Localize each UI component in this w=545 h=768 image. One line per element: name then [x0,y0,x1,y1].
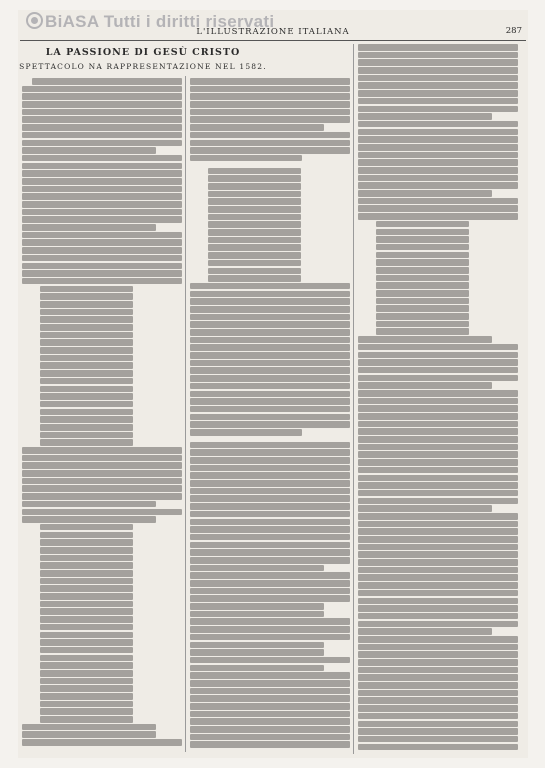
text-line [358,459,518,466]
text-line [358,182,518,189]
text-line [190,421,350,428]
text-line [190,519,350,526]
text-line [40,647,133,654]
text-line [358,98,518,105]
text-line [358,551,518,558]
text-line [208,244,301,251]
text-line [376,313,469,320]
text-line [358,52,518,59]
text-line [190,526,350,533]
running-head: L'ILLUSTRAZIONE ITALIANA [196,27,350,37]
text-line [22,724,156,731]
text-line [40,286,133,293]
text-line [190,414,350,421]
text-line [190,549,350,556]
text-line [190,542,350,549]
text-line [376,328,469,335]
text-line [40,409,133,416]
text-line [190,124,324,131]
text-line [40,362,133,369]
text-line [190,688,350,695]
text-line [358,159,518,166]
text-line [22,447,182,454]
text-line [190,337,350,344]
text-line [22,462,182,469]
text-line [190,611,324,618]
text-line [22,501,156,508]
text-line [190,86,350,93]
text-line [190,298,350,305]
text-line [190,565,324,572]
text-line [40,316,133,323]
text-line [40,401,133,408]
text-line [358,367,518,374]
text-line [358,205,518,212]
watermark-text: BiASA Tutti i diritti riservati [45,12,275,31]
text-line [190,383,350,390]
text-line [358,644,518,651]
text-line [40,355,133,362]
text-line [376,229,469,236]
text-line [190,429,302,436]
text-line [40,678,133,685]
text-line [40,339,133,346]
text-line [358,121,518,128]
text-line [40,716,133,723]
text-line [358,498,518,505]
text-line [40,301,133,308]
text-line [22,101,182,108]
text-line [358,621,518,628]
text-line [358,697,518,704]
text-line [22,224,156,231]
text-line [40,539,133,546]
text-line [190,734,350,741]
text-line [190,78,350,85]
text-line [22,731,156,738]
text-line [40,632,133,639]
text-line [358,44,518,51]
text-line [40,324,133,331]
text-line [358,90,518,97]
text-line [40,439,133,446]
text-line [208,221,301,228]
text-line [358,405,518,412]
text-line [376,221,469,228]
text-line [376,321,469,328]
text-line [358,521,518,528]
text-line [190,472,350,479]
text-line [190,352,350,359]
text-line [22,193,182,200]
text-line [40,347,133,354]
text-line [376,259,469,266]
text-line [358,390,518,397]
text-line [40,685,133,692]
text-line [190,132,350,139]
text-line [40,424,133,431]
text-line [190,465,350,472]
text-line [190,306,350,313]
text-line [376,244,469,251]
text-line [358,152,518,159]
text-line [358,421,518,428]
text-line [358,651,518,658]
text-line [22,93,182,100]
text-line [190,344,350,351]
text-line [358,213,518,220]
text-line [190,588,350,595]
text-line [40,416,133,423]
text-line [358,736,518,743]
page-number: 287 [505,26,522,36]
text-line [40,585,133,592]
article-subtitle: SPETTACOLO NA RAPPRESENTAZIONE NEL 1582. [19,62,267,71]
text-line [22,278,182,285]
text-line [22,232,182,239]
text-line [22,140,182,147]
text-line [190,375,350,382]
text-line [22,455,182,462]
text-line [40,432,133,439]
text-line [358,505,492,512]
text-line [40,593,133,600]
text-line [358,475,518,482]
text-line [358,544,518,551]
text-line [358,559,518,566]
text-line [358,106,518,113]
text-line [358,352,518,359]
text-column-1 [22,78,182,754]
text-line [208,206,301,213]
text-line [40,708,133,715]
text-line [40,670,133,677]
text-line [190,398,350,405]
text-line [190,406,350,413]
text-line [358,721,518,728]
text-line [22,116,182,123]
text-line [190,711,350,718]
text-line [190,93,350,100]
text-line [40,309,133,316]
text-line [358,82,518,89]
text-line [358,728,518,735]
text-line [40,386,133,393]
text-line [358,382,492,389]
text-line [358,528,518,535]
text-line [358,536,518,543]
text-line [22,209,182,216]
text-line [376,267,469,274]
text-line [358,428,518,435]
text-line [376,290,469,297]
text-line [40,547,133,554]
text-line [208,275,301,282]
text-line [376,305,469,312]
text-line [40,578,133,585]
text-line [190,140,350,147]
text-line [358,590,518,597]
text-line [190,314,350,321]
text-line [208,268,301,275]
text-line [190,649,324,656]
text-line [358,574,518,581]
text-line [22,186,182,193]
text-line [22,109,182,116]
text-line [40,332,133,339]
text-line [358,190,492,197]
text-line [40,370,133,377]
text-line [376,252,469,259]
text-line [22,239,182,246]
text-line [40,524,133,531]
text-line [190,626,350,633]
text-line [190,457,350,464]
text-line [190,391,350,398]
text-line [190,534,350,541]
text-line [40,601,133,608]
text-line [358,136,518,143]
text-line [376,298,469,305]
text-line [190,488,350,495]
text-line [208,214,301,221]
column-rule [353,44,354,754]
text-line [358,451,518,458]
text-line [358,682,518,689]
text-line [358,436,518,443]
text-line [358,636,518,643]
text-line [358,144,518,151]
text-line [190,580,350,587]
text-line [358,444,518,451]
text-line [22,216,182,223]
text-line [22,478,182,485]
text-line [22,247,182,254]
text-line [190,367,350,374]
text-line [190,672,350,679]
text-line [358,598,518,605]
text-line [358,359,518,366]
text-line [22,470,182,477]
text-line [358,567,518,574]
text-line [40,570,133,577]
text-line [208,168,301,175]
text-line [40,624,133,631]
text-line [358,336,492,343]
text-line [190,680,350,687]
text-line [358,59,518,66]
text-line [190,283,350,290]
text-line [22,86,182,93]
text-line [190,657,350,664]
text-line [358,674,518,681]
text-line [358,413,518,420]
text-line [22,147,156,154]
text-line [190,503,350,510]
text-line [376,282,469,289]
text-line [358,467,518,474]
text-line [190,603,324,610]
column-rule [185,76,186,752]
text-line [22,132,182,139]
text-line [190,665,324,672]
text-line [190,442,350,449]
text-line [376,275,469,282]
text-line [40,293,133,300]
text-line [190,718,350,725]
text-line [190,741,350,748]
text-line [32,78,182,85]
text-line [358,344,518,351]
text-line [40,562,133,569]
text-line [190,618,350,625]
text-line [22,493,182,500]
paragraph-gap [190,163,350,168]
text-line [358,129,518,136]
paragraph-gap [190,437,350,442]
text-line [22,155,182,162]
text-line [208,198,301,205]
text-line [190,329,350,336]
text-line [208,191,301,198]
text-line [358,690,518,697]
text-line [358,198,518,205]
text-line [190,572,350,579]
text-line [208,260,301,267]
text-line [40,616,133,623]
text-line [190,642,324,649]
text-line [40,639,133,646]
text-line [22,255,182,262]
text-line [358,659,518,666]
text-line [190,109,350,116]
text-line [358,175,518,182]
text-line [40,532,133,539]
text-line [40,393,133,400]
text-line [358,605,518,612]
text-line [358,667,518,674]
text-line [22,163,182,170]
text-line [358,113,492,120]
text-line [358,398,518,405]
text-line [358,613,518,620]
text-line [22,124,182,131]
text-line [190,695,350,702]
text-line [358,713,518,720]
text-line [22,201,182,208]
text-line [190,595,350,602]
text-line [190,291,350,298]
text-line [40,655,133,662]
text-line [190,703,350,710]
text-line [22,178,182,185]
header-rule [20,40,526,41]
text-line [190,360,350,367]
text-line [358,167,518,174]
text-line [190,557,350,564]
text-line [40,662,133,669]
text-line [358,490,518,497]
text-column-2 [190,78,350,754]
text-line [358,375,518,382]
text-line [22,263,182,270]
text-line [22,509,182,516]
text-line [40,378,133,385]
text-line [358,628,492,635]
text-line [22,516,156,523]
text-line [22,485,182,492]
text-line [40,608,133,615]
text-line [190,726,350,733]
text-line [358,67,518,74]
text-line [208,229,301,236]
text-line [358,513,518,520]
text-line [358,744,518,751]
text-line [190,147,350,154]
text-line [358,75,518,82]
newspaper-page [18,10,528,758]
text-line [208,237,301,244]
text-line [208,252,301,259]
text-column-3 [358,44,518,754]
text-line [40,701,133,708]
text-line [40,693,133,700]
text-line [40,555,133,562]
text-line [190,480,350,487]
text-line [190,321,350,328]
text-line [358,482,518,489]
article-title: LA PASSIONE DI GESÙ CRISTO [45,47,241,58]
text-line [190,155,302,162]
text-line [190,511,350,518]
text-line [22,739,182,746]
text-line [190,449,350,456]
text-line [190,634,350,641]
text-line [190,116,350,123]
text-line [190,495,350,502]
text-line [208,175,301,182]
text-line [376,236,469,243]
text-line [190,101,350,108]
text-line [358,582,518,589]
text-line [358,705,518,712]
text-line [208,183,301,190]
text-line [22,270,182,277]
text-line [22,170,182,177]
